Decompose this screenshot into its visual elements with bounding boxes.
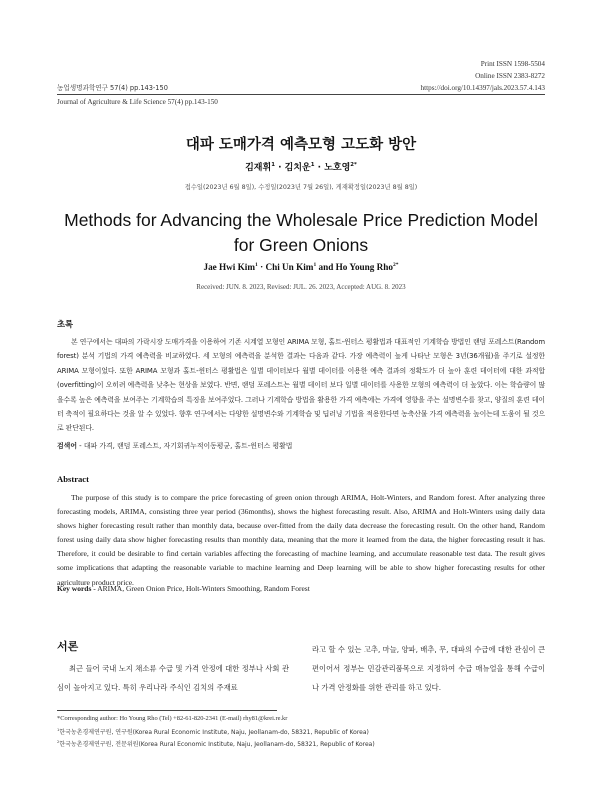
keywords-en-label: Key words bbox=[57, 584, 92, 593]
journal-kr: 농업생명과학연구 57(4) pp.143-150 bbox=[57, 84, 168, 92]
print-issn: Print ISSN 1598-5504 bbox=[480, 60, 545, 68]
footnote-rule bbox=[57, 710, 277, 711]
title-en: Methods for Advancing the Wholesale Price Prediction Model for Green Onions bbox=[64, 210, 538, 255]
dates-en: Received: JUN. 8. 2023, Revised: JUL. 26. 2023, Accepted: AUG. 8. 2023 bbox=[196, 283, 406, 291]
issn-block bbox=[421, 58, 545, 94]
authors-en: Jae Hwi Kim$^1$ · Chi Un Kim$^1$ and Ho Young Rho$^{2*}$ bbox=[203, 262, 399, 273]
keywords-kr bbox=[57, 440, 545, 450]
header-rule bbox=[57, 94, 545, 95]
author-en-1: Jae Hwi Kim bbox=[203, 262, 256, 273]
dates-kr: 접수일(2023년 6월 8일), 수정일(2023년 7월 26일), 게재확정일(2023년 8월 8일) bbox=[184, 184, 418, 191]
abstract-en-text: The purpose of this study is to compare the price forecasting of green onion through ARIMA, Holt-Winters, and Random forest. After analyzing three forecasting models, ARIMA, consisting three year period (36months), shows the highest forecasting result. Also, ARIMA and Holt-Winters using daily data shows higher forecasting result rather than monthly data, because over-fitted from the daily data decrease the forecasting result. On the other hand, Random forest using daily data show higher forecasting results than monthly data, meaning that the more it learned from the data, the higher forecasting result it has. Therefore, it could be desirable to find certain variables affecting the forecasting of machine learning, and accumulate reasonable test data. The result gives some implications that adapting the reasonable variable to machine learning and Deep learning will be able to show higher forecasting results for other agriculture product price. bbox=[57, 493, 545, 587]
journal-en: Journal of Agriculture & Life Science 57(4) pp.143-150 bbox=[57, 98, 218, 106]
keywords-en bbox=[57, 584, 545, 593]
author-kr-3: 노호영 bbox=[324, 163, 351, 173]
doi-link[interactable]: https://doi.org/10.14397/jals.2023.57.4.143 bbox=[420, 84, 545, 92]
intro-right-column: 라고 할 수 있는 고추, 마늘, 양파, 배추, 무, 대파의 수급에 대한 관심이 큰 편이어서 정부는 민감관리품목으로 지정하여 수급 매뉴얼을 통해 수급이나 가격 안정화를 위한 관리를 하고 있다. bbox=[312, 645, 545, 692]
author-en-2: Chi Un Kim bbox=[265, 262, 314, 273]
keywords-en-list: - ARIMA, Green Onion Price, Holt-Winters Smoothing, Random Forest bbox=[91, 584, 310, 593]
author-kr-2: 김치운 bbox=[284, 163, 311, 173]
title-kr: 대파 도매가격 예측모형 고도화 방안 bbox=[185, 137, 417, 153]
abstract-kr-heading: 초록 bbox=[57, 319, 74, 329]
intro-heading: 서론 bbox=[57, 640, 79, 653]
online-issn: Online ISSN 2383-8272 bbox=[475, 72, 545, 80]
abstract-en-heading: Abstract bbox=[57, 474, 89, 484]
keywords-kr-list: - 대파 가격, 랜덤 포레스트, 자기회귀누적이동평균, 홀트-윈터스 평활법 bbox=[76, 442, 293, 450]
footnote-1: $^1$한국농촌경제연구원, 연구원(Korea Rural Economic Institute, Naju, Jeollanam-do, 58321, Republic of Korea) bbox=[57, 728, 369, 736]
keywords-kr-label: 검색어 bbox=[57, 442, 77, 450]
authors-kr: 김재휘$^1$ · 김치운$^1$ · 노호영$^{2*}$ bbox=[245, 162, 357, 173]
footnote-2: $^2$한국농촌경제연구원, 전문위원(Korea Rural Economic Institute, Naju, Jeollanam-do, 58321, Republic of Korea) bbox=[57, 740, 375, 748]
author-kr-1: 김재휘 bbox=[245, 163, 272, 173]
intro-left-column: 최근 들어 국내 노지 채소류 수급 및 가격 안정에 대한 정부나 사회 관심이 높아지고 있다. 특히 우리나라 주식인 김치의 주재료 bbox=[57, 664, 289, 692]
author-en-3: Ho Young Rho bbox=[335, 262, 393, 273]
abstract-kr-text: 본 연구에서는 대파의 가락시장 도매가격을 이용하여 기존 시계열 모형인 ARIMA 모형, 홀트-윈터스 평활법과 대표적인 기계학습 방법인 랜덤 포레스트(Random forest) 분석 기법의 가격 예측력을 비교하였다. 세 모형의 예측력을 분석한 결과는 다음과 같다. 가장 예측력이 높게 나타난 모형은 3년(36개월)을 주기로 설정한 ARIMA 모형이었다. 또한 ARIMA 모형과 홀트-윈터스 평활법은 일별 데이터보다 월별 데이터를 이용한 예측 결과의 정확도가 더 높아 훈련 데이터에 대한 과적합(overfitting)이 오히려 예측력을 낮추는 현상을 보였다. 반면, 랜덤 포레스트는 월별 데이터 보다 일별 데이터를 사용한 모형의 예측력이 더 높았다. 이는 학습량이 많을수록 높은 예측력을 보여주는 기계학습의 특징을 보여주었다. 그러나 기계학습 방법을 활용한 가격 예측에는 가격에 영향을 주는 설명변수를 찾고, 양질의 훈련 데이터 축적이 필요하다는 것을 알 수 있었다. 향후 연구에서는 다양한 설명변수와 기계학습 및 딥러닝 기법을 적용한다면 농축산물 가격 예측력을 높이는데 도움이 될 것으로 판단된다. bbox=[57, 338, 545, 433]
footnote-corresponding: *Corresponding author: Ho Young Rho (Tel) +82-61-820-2341 (E-mail) rhy81@krei.re.kr bbox=[57, 715, 288, 722]
